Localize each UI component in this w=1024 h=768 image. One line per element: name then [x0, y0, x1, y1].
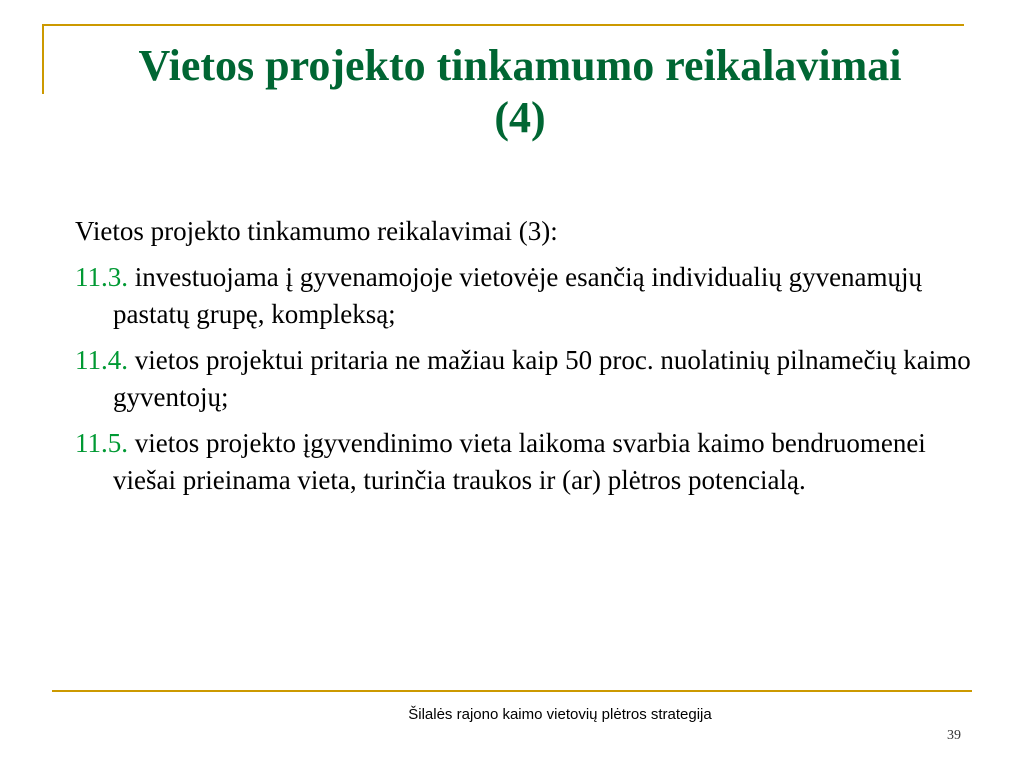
item-number: 11.4. [75, 345, 128, 375]
list-item [75, 259, 995, 333]
footer-divider [52, 690, 972, 692]
slide-body [75, 213, 995, 508]
list-item [75, 425, 995, 499]
item-number: 11.5. [75, 428, 128, 458]
intro-text: Vietos projekto tinkamumo reikalavimai (3): [75, 216, 558, 246]
slide-title [60, 40, 980, 144]
item-text: vietos projektui pritaria ne mažiau kaip 50 proc. nuolatinių pilnamečių kaimo gyventojų; [113, 345, 971, 412]
title-line-1: Vietos projekto tinkamumo reikalavimai [138, 41, 902, 90]
page-number: 39 [947, 728, 961, 743]
item-text: vietos projekto įgyvendinimo vieta laikoma svarbia kaimo bendruomenei viešai prieinama vieta, turinčia traukos ir (ar) plėtros potencialą. [113, 428, 926, 495]
title-line-2: (4) [494, 93, 546, 142]
corner-accent-vertical [42, 24, 44, 94]
item-text: investuojama į gyvenamojoje vietovėje esančią individualių gyvenamųjų pastatų grupę, kompleksą; [113, 262, 923, 329]
item-number: 11.3. [75, 262, 128, 292]
list-item [75, 342, 995, 416]
corner-accent-horizontal [42, 24, 964, 26]
footer-text: Šilalės rajono kaimo vietovių plėtros strategija [408, 706, 712, 723]
